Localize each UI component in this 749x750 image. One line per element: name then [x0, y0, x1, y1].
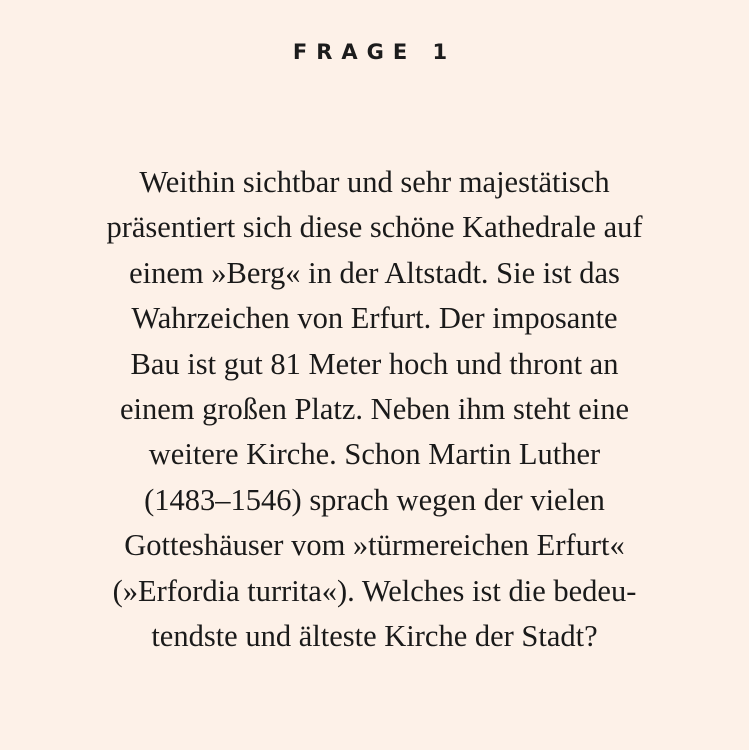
question-line: tendste und älteste Kirche der Stadt?: [151, 619, 598, 654]
question-line: Wahrzeichen von Erfurt. Der imposante: [131, 301, 618, 336]
question-line: Bau ist gut 81 Meter hoch und thront an: [130, 346, 619, 381]
question-line: weitere Kirche. Schon Martin Luther: [148, 437, 601, 472]
question-line: (1483–1546) sprach wegen der vielen: [144, 482, 605, 517]
question-text: [40, 160, 709, 659]
question-line: (»Erfordia turrita«). Welches ist die bedeu-: [112, 573, 637, 608]
question-line: Gotteshäuser vom »türmereichen Erfurt«: [124, 528, 625, 563]
question-line: einem »Berg« in der Altstadt. Sie ist das: [129, 255, 620, 290]
question-heading: FRAGE 1: [292, 40, 457, 64]
question-line: einem großen Platz. Neben ihm steht eine: [119, 392, 630, 427]
question-line: präsentiert sich diese schöne Kathedrale auf: [106, 210, 643, 245]
question-line: Weithin sichtbar und sehr majestätisch: [139, 165, 610, 199]
